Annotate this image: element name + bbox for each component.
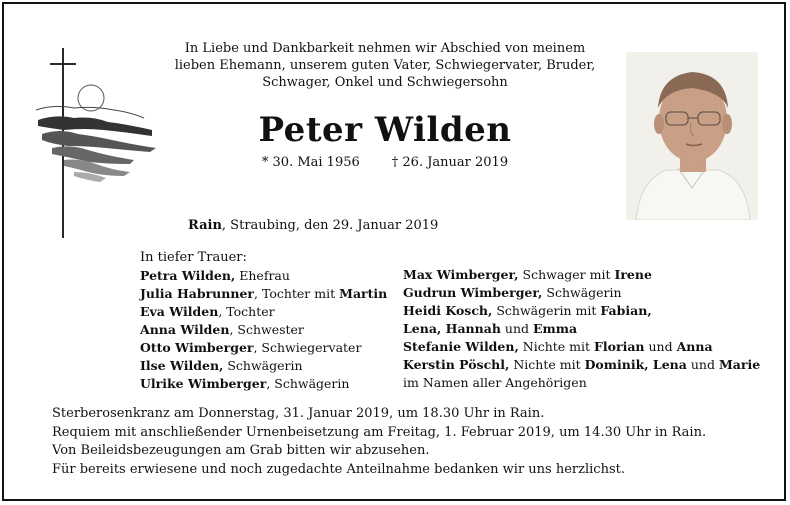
mourner-line: [140, 375, 400, 393]
mourning-heading: In tiefer Trauer:: [140, 250, 247, 265]
mourner-line: [403, 356, 773, 374]
footer-line: Von Beileidsbezeugungen am Grab bitten wir abzusehen.: [52, 443, 430, 458]
mourner-relation: Nichte mit: [518, 339, 595, 354]
footer-line: Sterberosenkranz am Donnerstag, 31. Januar 2019, um 18.30 Uhr in Rain.: [52, 406, 545, 421]
mourner-name: Lena, Hannah: [403, 321, 501, 336]
mourner-relation: , Schwester: [229, 322, 304, 337]
death-date: † 26. Januar 2019: [391, 155, 509, 170]
mourner-line: [140, 303, 400, 321]
portrait-photo: [626, 52, 758, 220]
mourner-line: [403, 374, 773, 392]
mourner-line: [140, 267, 400, 285]
mourner-name: Julia Habrunner: [140, 286, 254, 301]
mourner-relation: im Namen aller Angehörigen: [403, 375, 587, 390]
mourner-name: Florian: [594, 339, 645, 354]
mourners-right-column: [403, 266, 773, 392]
mourner-name: Martin: [339, 286, 388, 301]
mourner-name: Stefanie Wilden,: [403, 339, 519, 354]
mourner-name: Eva Wilden: [140, 304, 219, 319]
intro-line: lieben Ehemann, unserem guten Vater, Schwiegervater, Bruder,: [174, 58, 596, 73]
mourner-name: Irene: [614, 267, 652, 282]
mourner-relation: Nichte mit: [509, 357, 585, 372]
mourner-relation: Schwägerin: [542, 285, 622, 300]
mourner-line: [140, 321, 400, 339]
birth-date: * 30. Mai 1956: [261, 155, 360, 170]
mourner-name: Ilse Wilden,: [140, 358, 224, 373]
mourner-line: [403, 302, 773, 320]
mourner-relation: und: [500, 321, 533, 336]
deceased-name: Peter Wilden: [258, 110, 512, 150]
mourner-line: [140, 357, 400, 375]
mourner-line: [140, 285, 400, 303]
mourner-relation: Schwägerin mit: [492, 303, 601, 318]
mourner-name: Gudrun Wimberger,: [403, 285, 543, 300]
mourner-name: Ulrike Wimberger: [140, 376, 267, 391]
mourner-relation: und: [644, 339, 677, 354]
mourner-relation: , Schwägerin: [266, 376, 350, 391]
mourner-name: Anna Wilden: [140, 322, 230, 337]
place-date-line: [188, 218, 438, 233]
mourner-line: [403, 320, 773, 338]
place-town: Rain: [188, 218, 222, 233]
mourner-relation: , Tochter: [218, 304, 275, 319]
mourner-name: Emma: [532, 321, 578, 336]
mourner-relation: Ehefrau: [235, 268, 290, 283]
place-date: , Straubing, den 29. Januar 2019: [221, 218, 439, 233]
mourner-name: Fabian,: [600, 303, 652, 318]
cross-landscape-icon: [34, 48, 164, 238]
mourner-relation: Schwägerin: [223, 358, 303, 373]
mourner-relation: und: [686, 357, 719, 372]
mourner-relation: Schwager mit: [518, 267, 615, 282]
mourner-line: [140, 339, 400, 357]
mourners-left-column: [140, 267, 400, 393]
mourner-name: Otto Wimberger: [140, 340, 254, 355]
mourner-name: Anna: [676, 339, 713, 354]
life-dates: [250, 155, 520, 170]
mourner-relation: , Tochter mit: [254, 286, 340, 301]
mourner-name: Max Wimberger,: [403, 267, 519, 282]
mourner-line: [403, 284, 773, 302]
intro-text: [150, 40, 620, 91]
footer-line: Für bereits erwiesene und noch zugedachte Anteilnahme bedanken wir uns herzlichst.: [52, 461, 625, 477]
mourner-line: [403, 266, 773, 284]
mourner-relation: , Schwiegervater: [253, 340, 362, 355]
intro-line: Schwager, Onkel und Schwiegersohn: [262, 75, 508, 90]
mourner-line: [403, 338, 773, 356]
mourner-name: Kerstin Pöschl,: [403, 357, 510, 372]
intro-line: In Liebe und Dankbarkeit nehmen wir Abschied von meinem: [184, 41, 586, 56]
mourner-name: Petra Wilden,: [140, 268, 236, 283]
mourner-name: Dominik, Lena: [584, 357, 687, 372]
mourner-name: Heidi Kosch,: [403, 303, 493, 318]
mourner-name: Marie: [718, 357, 761, 372]
service-details: [52, 405, 772, 479]
footer-line: Requiem mit anschließender Urnenbeisetzung am Freitag, 1. Februar 2019, um 14.30 Uhr in Rain.: [52, 424, 707, 440]
